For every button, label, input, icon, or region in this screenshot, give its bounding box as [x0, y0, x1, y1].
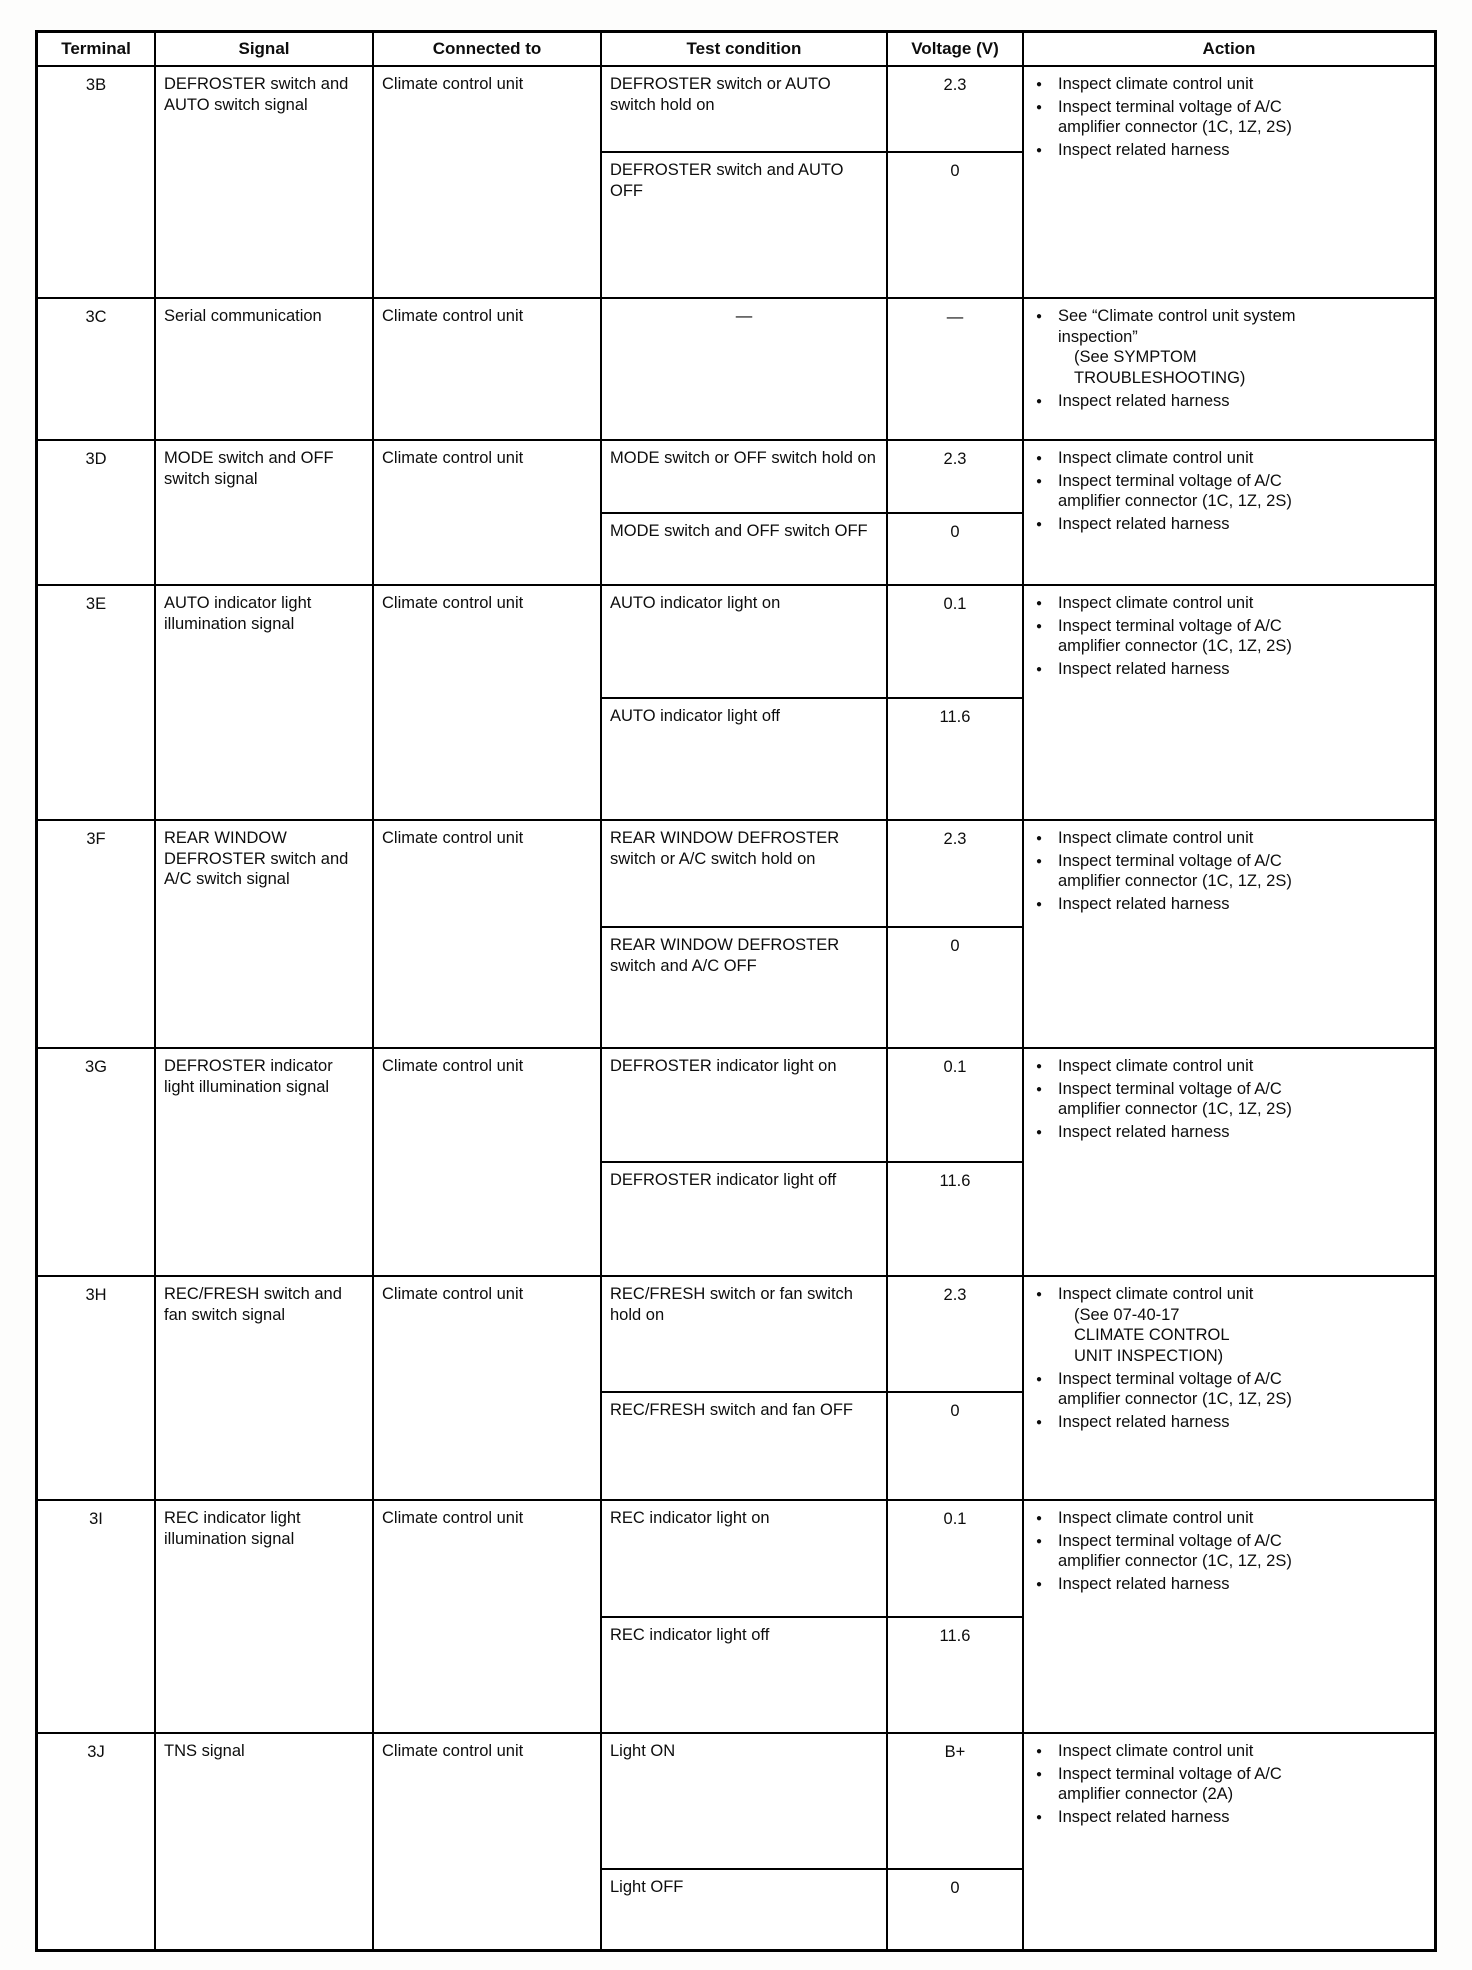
- signal-cell: REAR WINDOW DEFROSTER switch and A/C switch signal: [156, 821, 374, 1047]
- bullet-icon: ●: [1036, 1289, 1043, 1300]
- table-row: [38, 1734, 1434, 1949]
- test-condition-cell: REC indicator light on: [602, 1501, 888, 1616]
- voltage-cell: 11.6: [939, 707, 971, 726]
- terminal-cell: 3I: [38, 1501, 156, 1732]
- action-item: [1036, 514, 1428, 535]
- action-text-wrap: [1058, 659, 1428, 680]
- action-text-wrap: [1058, 593, 1428, 614]
- connected-to-cell: Climate control unit: [374, 441, 602, 584]
- bullet-icon: ●: [1036, 1768, 1043, 1780]
- action-text: Inspect climate control unit: [1058, 1742, 1254, 1760]
- voltage-cell: 0: [950, 1879, 960, 1898]
- action-note: (See SYMPTOM TROUBLESHOOTING): [1074, 348, 1246, 387]
- action-item: [1036, 97, 1428, 138]
- header-connected-to: Connected to: [374, 33, 602, 65]
- action-item: [1036, 471, 1428, 512]
- action-item: [1036, 74, 1428, 95]
- action-text-wrap: [1058, 1412, 1428, 1433]
- action-text: Inspect related harness: [1058, 1122, 1230, 1141]
- header-signal: Signal: [156, 33, 374, 65]
- action-text-wrap: [1058, 1369, 1428, 1410]
- bullet-icon: ●: [1036, 898, 1043, 910]
- voltage-cell: 2.3: [943, 76, 967, 94]
- action-item: [1036, 828, 1428, 849]
- bullet-icon: ●: [1036, 598, 1043, 609]
- bullet-icon: ●: [1036, 620, 1043, 632]
- action-item: [1036, 448, 1428, 469]
- action-text: Inspect climate control unit: [1058, 75, 1254, 93]
- bullet-icon: ●: [1036, 833, 1043, 844]
- table-row: [38, 1049, 1434, 1277]
- action-item: [1036, 1741, 1428, 1762]
- action-text: Inspect terminal voltage of A/C amplifier connector (2A): [1058, 1764, 1282, 1804]
- test-condition-cell: REC indicator light off: [602, 1618, 888, 1733]
- action-text: Inspect related harness: [1058, 659, 1230, 678]
- action-text: See “Climate control unit system inspection”: [1058, 307, 1296, 346]
- connected-to-cell: Climate control unit: [374, 299, 602, 439]
- action-text-wrap: [1058, 894, 1428, 915]
- terminal-table: [35, 30, 1437, 1952]
- action-text: Inspect terminal voltage of A/C amplifier connector (1C, 1Z, 2S): [1058, 97, 1292, 137]
- action-item: [1036, 391, 1428, 412]
- action-cell: [1024, 586, 1434, 819]
- action-text-wrap: [1058, 1531, 1428, 1572]
- action-text-wrap: [1058, 1284, 1428, 1367]
- voltage-cell: 0: [950, 162, 960, 181]
- condition-subrow: [602, 1734, 1022, 1870]
- bullet-icon: ●: [1036, 1373, 1043, 1385]
- action-item: [1036, 616, 1428, 657]
- connected-to-cell: Climate control unit: [374, 821, 602, 1047]
- terminal-cell: 3G: [38, 1049, 156, 1275]
- action-text: Inspect climate control unit: [1058, 1057, 1254, 1075]
- signal-cell: Serial communication: [156, 299, 374, 439]
- conditions-group: [602, 1049, 1024, 1275]
- action-item: [1036, 1284, 1428, 1367]
- action-item: [1036, 1764, 1428, 1805]
- connected-to-cell: Climate control unit: [374, 1501, 602, 1732]
- condition-subrow: [602, 514, 1022, 585]
- voltage-cell: 0.1: [943, 595, 967, 613]
- voltage-cell: 0.1: [943, 1510, 967, 1528]
- test-condition-cell: MODE switch and OFF switch OFF: [602, 514, 888, 585]
- action-item: [1036, 1531, 1428, 1572]
- voltage-cell: 11.6: [939, 1626, 971, 1645]
- action-cell: [1024, 67, 1434, 297]
- bullet-icon: ●: [1036, 395, 1043, 407]
- condition-subrow: [602, 153, 1022, 297]
- action-text: Inspect related harness: [1058, 1807, 1230, 1826]
- action-text-wrap: [1058, 1807, 1428, 1828]
- header-action: Action: [1202, 39, 1256, 58]
- action-text: Inspect terminal voltage of A/C amplifier connector (1C, 1Z, 2S): [1058, 1079, 1292, 1119]
- condition-subrow: [602, 67, 1022, 153]
- bullet-icon: ●: [1036, 855, 1043, 867]
- bullet-icon: ●: [1036, 1416, 1043, 1428]
- action-text: Inspect climate control unit: [1058, 449, 1254, 467]
- conditions-group: [602, 586, 1024, 819]
- action-text: Inspect related harness: [1058, 391, 1230, 410]
- action-cell: [1024, 441, 1434, 584]
- connected-to-cell: Climate control unit: [374, 1049, 602, 1275]
- connected-to-cell: Climate control unit: [374, 67, 602, 297]
- conditions-group: [602, 821, 1024, 1047]
- voltage-cell: 0: [950, 522, 960, 541]
- conditions-group: [602, 441, 1024, 584]
- action-item: [1036, 1574, 1428, 1595]
- bullet-icon: ●: [1036, 518, 1043, 530]
- test-condition-cell: Light OFF: [602, 1870, 888, 1949]
- action-item: [1036, 659, 1428, 680]
- action-text: Inspect terminal voltage of A/C amplifier connector (1C, 1Z, 2S): [1058, 616, 1292, 656]
- action-text-wrap: [1058, 306, 1428, 389]
- signal-cell: MODE switch and OFF switch signal: [156, 441, 374, 584]
- table-row: [38, 67, 1434, 299]
- header-voltage: Voltage (V): [888, 33, 1024, 65]
- voltage-cell: —: [946, 308, 964, 326]
- terminal-cell: 3H: [38, 1277, 156, 1499]
- action-cell: [1024, 1049, 1434, 1275]
- action-text: Inspect terminal voltage of A/C amplifier connector (1C, 1Z, 2S): [1058, 1531, 1292, 1571]
- action-note: (See 07-40-17 CLIMATE CONTROL UNIT INSPECTION): [1074, 1305, 1229, 1365]
- condition-subrow: [602, 1501, 1022, 1618]
- action-item: [1036, 894, 1428, 915]
- conditions-group: [602, 299, 1024, 439]
- action-text-wrap: [1058, 1574, 1428, 1595]
- test-condition-cell: AUTO indicator light off: [602, 699, 888, 819]
- action-cell: [1024, 1501, 1434, 1732]
- bullet-icon: ●: [1036, 475, 1043, 487]
- table-body: [38, 67, 1434, 1949]
- voltage-cell: 0: [950, 937, 960, 956]
- action-text: Inspect terminal voltage of A/C amplifier connector (1C, 1Z, 2S): [1058, 851, 1292, 891]
- action-text-wrap: [1058, 1741, 1428, 1762]
- bullet-icon: ●: [1036, 1746, 1043, 1757]
- action-text: Inspect climate control unit: [1058, 1509, 1254, 1527]
- action-text-wrap: [1058, 448, 1428, 469]
- conditions-group: [602, 1501, 1024, 1732]
- table-row: [38, 1277, 1434, 1501]
- voltage-cell: 2.3: [943, 1286, 967, 1304]
- action-text: Inspect terminal voltage of A/C amplifier connector (1C, 1Z, 2S): [1058, 1369, 1292, 1409]
- bullet-icon: ●: [1036, 1811, 1043, 1823]
- bullet-icon: ●: [1036, 311, 1043, 322]
- bullet-icon: ●: [1036, 1513, 1043, 1524]
- bullet-icon: ●: [1036, 1126, 1043, 1138]
- condition-subrow: [602, 441, 1022, 514]
- action-text-wrap: [1058, 828, 1428, 849]
- test-condition-cell: DEFROSTER indicator light off: [602, 1163, 888, 1275]
- action-text-wrap: [1058, 74, 1428, 95]
- table-row: [38, 1501, 1434, 1734]
- condition-subrow: [602, 928, 1022, 1047]
- action-text-wrap: [1058, 616, 1428, 657]
- condition-subrow: [602, 1870, 1022, 1949]
- test-condition-cell: —: [602, 299, 888, 439]
- action-text: Inspect related harness: [1058, 894, 1230, 913]
- bullet-icon: ●: [1036, 101, 1043, 113]
- signal-cell: REC indicator light illumination signal: [156, 1501, 374, 1732]
- action-text-wrap: [1058, 391, 1428, 412]
- table-row: [38, 821, 1434, 1049]
- action-item: [1036, 140, 1428, 161]
- test-condition-cell: AUTO indicator light on: [602, 586, 888, 697]
- bullet-icon: ●: [1036, 663, 1043, 675]
- terminal-cell: 3E: [38, 586, 156, 819]
- condition-subrow: [602, 299, 1022, 439]
- test-condition-cell: REC/FRESH switch or fan switch hold on: [602, 1277, 888, 1391]
- test-condition-cell: DEFROSTER switch and AUTO OFF: [602, 153, 888, 297]
- test-condition-cell: REAR WINDOW DEFROSTER switch or A/C switch hold on: [602, 821, 888, 926]
- action-text-wrap: [1058, 1764, 1428, 1805]
- action-text: Inspect climate control unit: [1058, 594, 1254, 612]
- condition-subrow: [602, 821, 1022, 928]
- test-condition-cell: REAR WINDOW DEFROSTER switch and A/C OFF: [602, 928, 888, 1047]
- voltage-cell: 2.3: [943, 830, 967, 848]
- bullet-icon: ●: [1036, 1578, 1043, 1590]
- terminal-cell: 3D: [38, 441, 156, 584]
- bullet-icon: ●: [1036, 453, 1043, 464]
- action-text-wrap: [1058, 97, 1428, 138]
- action-text: Inspect related harness: [1058, 1412, 1230, 1431]
- voltage-cell: 11.6: [939, 1172, 971, 1190]
- signal-cell: DEFROSTER switch and AUTO switch signal: [156, 67, 374, 297]
- bullet-icon: ●: [1036, 1083, 1043, 1095]
- action-item: [1036, 1412, 1428, 1433]
- action-cell: [1024, 821, 1434, 1047]
- terminal-cell: 3J: [38, 1734, 156, 1949]
- table-row: [38, 441, 1434, 586]
- table-row: [38, 586, 1434, 821]
- voltage-cell: 0.1: [943, 1058, 967, 1076]
- terminal-cell: 3C: [38, 299, 156, 439]
- action-item: [1036, 1508, 1428, 1529]
- table-row: [38, 299, 1434, 441]
- conditions-group: [602, 1734, 1024, 1949]
- action-text-wrap: [1058, 471, 1428, 512]
- voltage-cell: 2.3: [943, 450, 967, 468]
- action-item: [1036, 1056, 1428, 1077]
- action-item: [1036, 1122, 1428, 1143]
- bullet-icon: ●: [1036, 1535, 1043, 1547]
- conditions-group: [602, 1277, 1024, 1499]
- condition-subrow: [602, 1393, 1022, 1499]
- signal-cell: AUTO indicator light illumination signal: [156, 586, 374, 819]
- signal-cell: TNS signal: [156, 1734, 374, 1949]
- action-item: [1036, 851, 1428, 892]
- action-text-wrap: [1058, 851, 1428, 892]
- test-condition-cell: REC/FRESH switch and fan OFF: [602, 1393, 888, 1499]
- voltage-cell: B+: [944, 1743, 966, 1761]
- bullet-icon: ●: [1036, 79, 1043, 90]
- test-condition-cell: DEFROSTER switch or AUTO switch hold on: [602, 67, 888, 151]
- action-cell: [1024, 1734, 1434, 1949]
- condition-subrow: [602, 1049, 1022, 1163]
- action-cell: [1024, 1277, 1434, 1499]
- header-terminal: Terminal: [38, 33, 156, 65]
- signal-cell: REC/FRESH switch and fan switch signal: [156, 1277, 374, 1499]
- terminal-cell: 3B: [38, 67, 156, 297]
- action-text: Inspect related harness: [1058, 514, 1230, 533]
- condition-subrow: [602, 1163, 1022, 1275]
- action-text: Inspect climate control unit: [1058, 829, 1254, 847]
- header-test-condition: Test condition: [602, 33, 888, 65]
- signal-cell: DEFROSTER indicator light illumination signal: [156, 1049, 374, 1275]
- action-text-wrap: [1058, 140, 1428, 161]
- test-condition-cell: Light ON: [602, 1734, 888, 1868]
- action-text-wrap: [1058, 1122, 1428, 1143]
- connected-to-cell: Climate control unit: [374, 1734, 602, 1949]
- action-text: Inspect terminal voltage of A/C amplifier connector (1C, 1Z, 2S): [1058, 471, 1292, 511]
- action-item: [1036, 306, 1428, 389]
- action-text: Inspect climate control unit: [1058, 1285, 1254, 1303]
- test-condition-cell: MODE switch or OFF switch hold on: [602, 441, 888, 512]
- action-text-wrap: [1058, 1508, 1428, 1529]
- table-header: [38, 33, 1434, 67]
- condition-subrow: [602, 1277, 1022, 1393]
- condition-subrow: [602, 699, 1022, 819]
- voltage-cell: 0: [950, 1402, 960, 1421]
- action-text-wrap: [1058, 514, 1428, 535]
- bullet-icon: ●: [1036, 1061, 1043, 1072]
- action-cell: [1024, 299, 1434, 439]
- action-item: [1036, 593, 1428, 614]
- action-text: Inspect related harness: [1058, 1574, 1230, 1593]
- terminal-cell: 3F: [38, 821, 156, 1047]
- action-item: [1036, 1079, 1428, 1120]
- action-item: [1036, 1807, 1428, 1828]
- connected-to-cell: Climate control unit: [374, 1277, 602, 1499]
- action-text-wrap: [1058, 1056, 1428, 1077]
- action-text-wrap: [1058, 1079, 1428, 1120]
- condition-subrow: [602, 1618, 1022, 1733]
- action-item: [1036, 1369, 1428, 1410]
- action-text: Inspect related harness: [1058, 140, 1230, 159]
- bullet-icon: ●: [1036, 144, 1043, 156]
- conditions-group: [602, 67, 1024, 297]
- test-condition-cell: DEFROSTER indicator light on: [602, 1049, 888, 1161]
- condition-subrow: [602, 586, 1022, 699]
- connected-to-cell: Climate control unit: [374, 586, 602, 819]
